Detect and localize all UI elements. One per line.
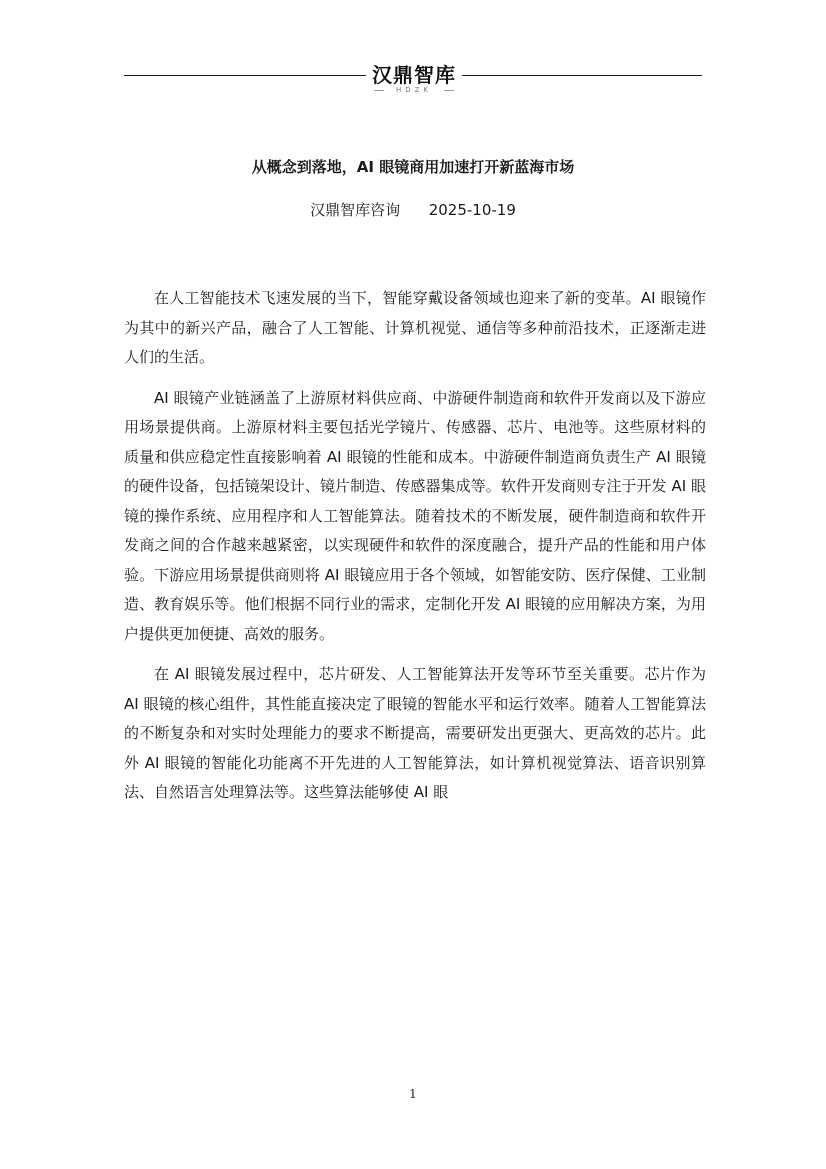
page-number: 1 <box>409 1087 417 1101</box>
article-body <box>124 284 706 819</box>
paragraph: AI 眼镜产业链涵盖了上游原材料供应商、中游硬件制造商和软件开发商以及下游应用场景提供商。上游原材料主要包括光学镜片、传感器、芯片、电池等。这些原材料的质量和供应稳定性直接影响着 AI 眼镜的性能和成本。中游硬件制造商负责生产 AI 眼镜的硬件设备，包括镜架设计、镜片制造、传感器集成等。软件开发商则专注于开发 AI 眼镜的操作系统、应用程序和人工智能算法。随着技术的不断发展，硬件制造商和软件开发商之间的合作越来越紧密，以实现硬件和软件的深度融合，提升产品的性能和用户体验。下游应用场景提供商则将 AI 眼镜应用于各个领域，如智能安防、医疗保健、工业制造、教育娱乐等。他们根据不同行业的需求，定制化开发 AI 眼镜的应用解决方案，为用户提供更加便捷、高效的服务。 <box>124 388 706 643</box>
article-byline <box>0 199 826 221</box>
page-header <box>124 58 702 98</box>
header-rule-right <box>462 75 702 76</box>
article-title: 从概念到落地，AI 眼镜商用加速打开新蓝海市场 <box>251 158 575 176</box>
header-rule-left <box>124 75 366 76</box>
brand-sub-dash-right <box>444 90 454 91</box>
brand-subtitle: HDZK <box>395 86 433 94</box>
brand-logo: 汉鼎智库 <box>372 63 456 87</box>
article-date: 2025-10-19 <box>428 201 516 219</box>
paragraph: 在人工智能技术飞速发展的当下，智能穿戴设备领域也迎来了新的变革。AI 眼镜作为其中的新兴产品，融合了人工智能、计算机视觉、通信等多种前沿技术，正逐渐走进人们的生活。 <box>124 289 706 366</box>
paragraph: 在 AI 眼镜发展过程中，芯片研发、人工智能算法开发等环节至关重要。芯片作为 AI 眼镜的核心组件，其性能直接决定了眼镜的智能水平和运行效率。随着人工智能算法的不断复杂和对实时处理能力的要求不断提高，需要研发出更强大、更高效的芯片。此外 AI 眼镜的智能化功能离不开先进的人工智能算法，如计算机视觉算法、语音识别算法、自然语言处理算法等。这些算法能够使 AI 眼 <box>124 665 706 801</box>
brand-sub-dash-left <box>374 90 384 91</box>
article-author: 汉鼎智库咨询 <box>310 201 401 219</box>
